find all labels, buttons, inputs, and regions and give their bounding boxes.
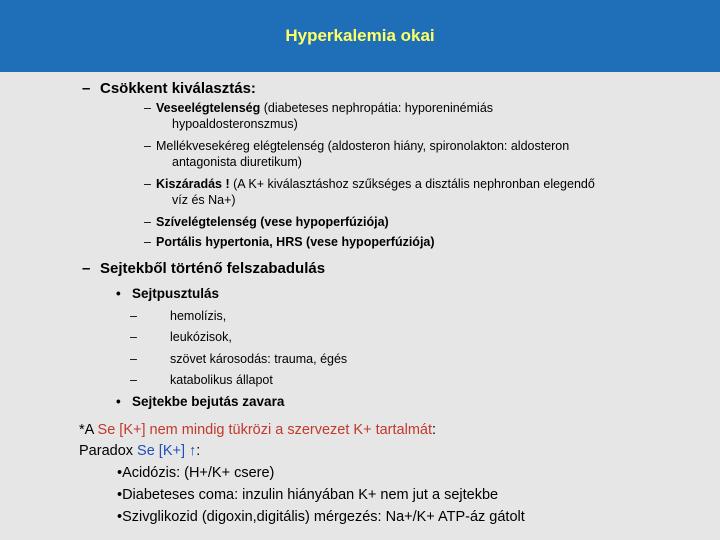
section1-item: – Szívelégtelenség (vese hypoperfúziója) [144, 215, 389, 229]
slide-title: Hyperkalemia okai [285, 26, 435, 45]
section1-item: – Mellékvesekéreg elégtelenség (aldosteron hiány, spironolakton: aldosteron antagonista diuretikum) [144, 139, 570, 169]
subsection-cell-entry: • Sejtekbe bejutás zavara [116, 394, 285, 409]
section1-item: – Kiszáradás ! (A K+ kiválasztáshoz szűkséges a disztális nephronban elegendő víz és Na+) [144, 177, 595, 207]
section1-item: – Portális hypertonia, HRS (vese hypoperfúziója) [144, 235, 435, 249]
section1-heading: – Csökkent kiválasztás: [82, 80, 256, 97]
slide-content [0, 72, 720, 540]
subsection-cell-death: • Sejtpusztulás [116, 286, 220, 301]
paradox-item: •Szivglikozid (digoxin,digitális) mérgezés: Na+/K+ ATP-áz gátolt [117, 509, 525, 525]
list-item: – katabolikus állapot [130, 373, 273, 387]
paradox-item: •Diabeteses coma: inzulin hiányában K+ nem jut a sejtekbe [117, 487, 499, 503]
section2-heading: – Sejtekből történő felszabadulás [82, 260, 326, 277]
paradox-line: Paradox Se [K+] ↑: [79, 443, 201, 459]
list-item: – szövet károsodás: trauma, égés [130, 352, 348, 366]
paradox-item: •Acidózis: (H+/K+ csere) [117, 465, 275, 481]
list-item: – hemolízis, [130, 309, 227, 323]
list-item: – leukózisok, [130, 330, 232, 344]
section1-item: – Veseelégtelenség (diabeteses nephropátia: hyporeninémiás hypoaldosteronszmus) [144, 101, 494, 131]
slide-header [0, 0, 720, 72]
footer-note: *A Se [K+] nem mindig tükrözi a szervezet K+ tartalmát: [79, 422, 437, 438]
